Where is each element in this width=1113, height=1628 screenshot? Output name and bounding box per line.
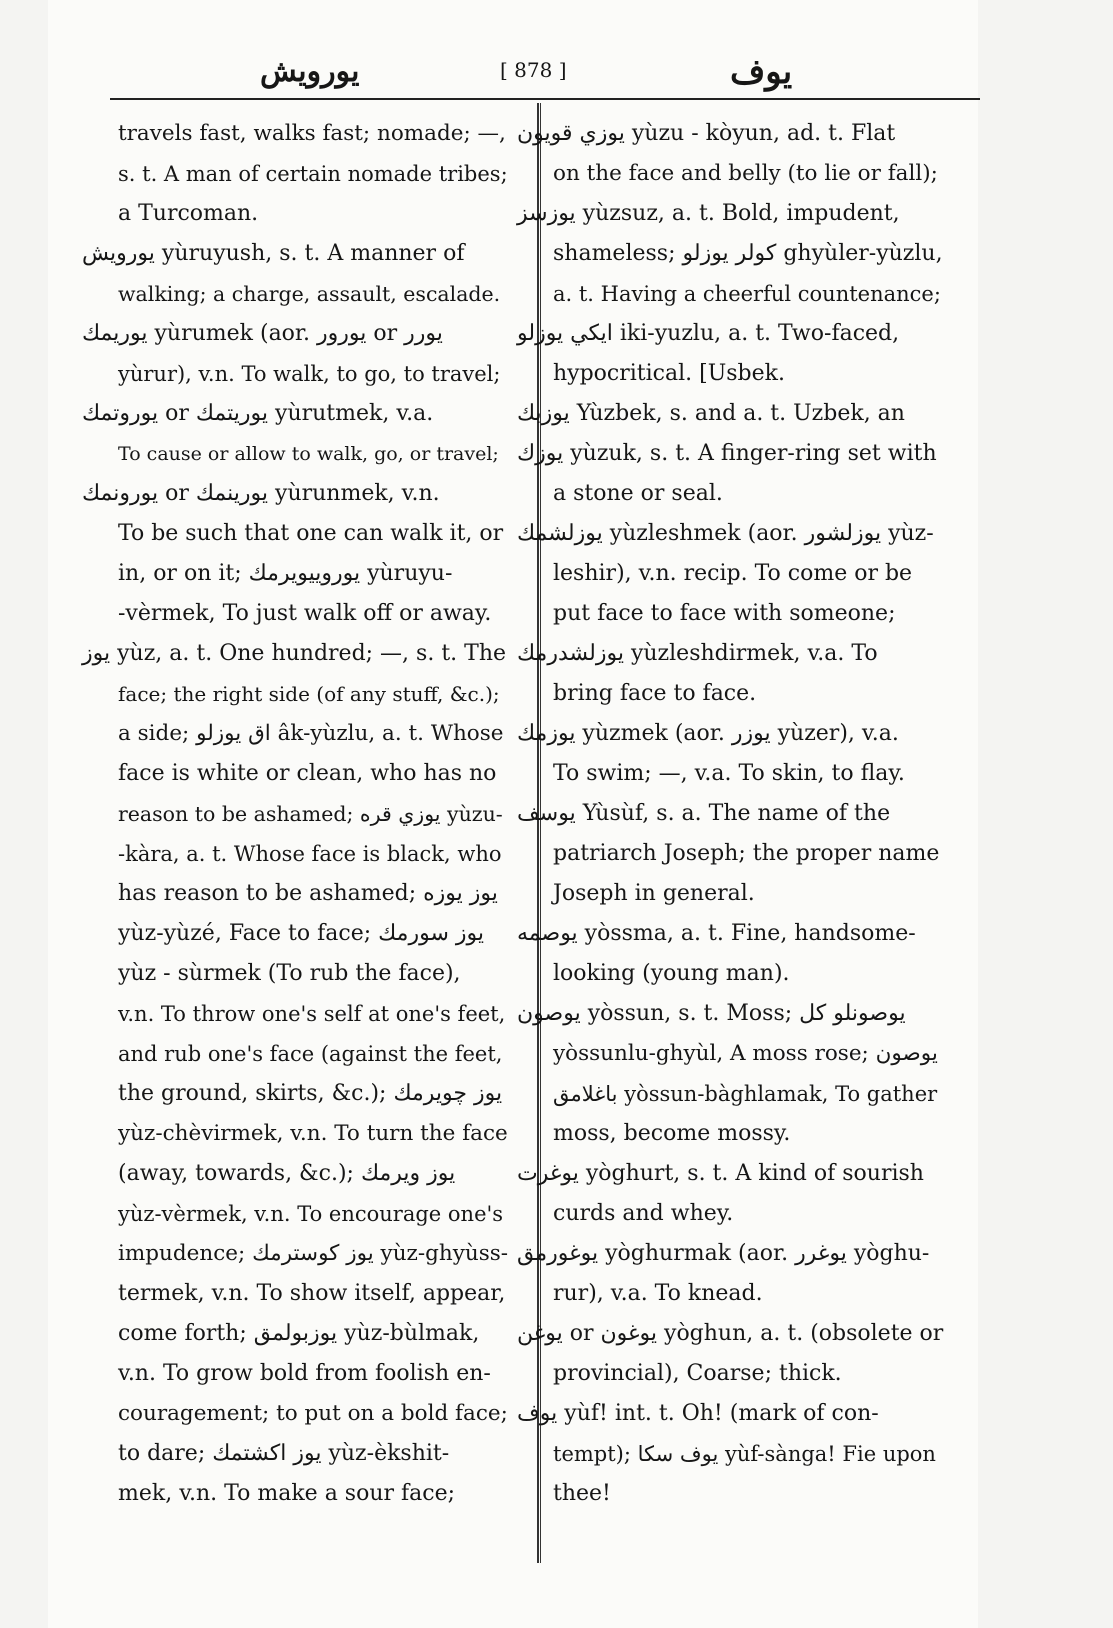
text-line: yùz - sùrmek (To rub the face),: [118, 961, 461, 986]
text-line: s. t. A man of certain nomade tribes;: [118, 162, 508, 186]
text-line: يوغن or يوغون yòghun, a. t. (obsolete or: [517, 1321, 944, 1346]
text-line: يوز yùz, a. t. One hundred; —, s. t. The: [82, 641, 507, 666]
text-line: thee!: [553, 1481, 611, 1506]
text-line: tempt); يوف سكا yùf-sànga! Fie upon: [553, 1442, 936, 1466]
text-line: To be such that one can walk it, or: [118, 521, 504, 546]
text-line: yòssunlu-ghyùl, A moss rose; يوصون: [553, 1041, 938, 1066]
text-line: -vèrmek, To just walk off or away.: [118, 601, 492, 626]
text-line: يورويش yùruyush, s. t. A manner of: [82, 241, 465, 266]
text-line: يوزبك Yùzbek, s. and a. t. Uzbek, an: [517, 401, 905, 426]
text-line: travels fast, walks fast; nomade; —,: [118, 121, 506, 146]
text-line: yùz-chèvirmek, v.n. To turn the face: [118, 1121, 508, 1146]
text-line: come forth; يوزبولمق yùz-bùlmak,: [118, 1321, 480, 1346]
text-line: a side; اق يوزلو âk-yùzlu, a. t. Whose: [118, 721, 504, 746]
text-line: curds and whey.: [553, 1201, 734, 1226]
text-line: To cause or allow to walk, go, or travel;: [118, 443, 499, 465]
text-line: patriarch Joseph; the proper name: [553, 841, 940, 866]
text-line: on the face and belly (to lie or fall);: [553, 161, 938, 186]
right-column: [517, 114, 944, 1514]
text-line: leshir), v.n. recip. To come or be: [553, 561, 913, 586]
text-line: moss, become mossy.: [553, 1121, 791, 1146]
text-line: to dare; يوز اكشتمك yùz-èkshit-: [118, 1441, 450, 1466]
right-running-headword: يوف: [730, 52, 793, 92]
text-line: يوزسز yùzsuz, a. t. Bold, impudent,: [517, 201, 900, 226]
text-line: and rub one's face (against the feet,: [118, 1042, 503, 1066]
text-line: walking; a charge, assault, escalade.: [118, 282, 501, 306]
text-line: -kàra, a. t. Whose face is black, who: [118, 842, 502, 866]
left-running-headword: يورويش: [260, 54, 360, 89]
text-line: yùrur), v.n. To walk, to go, to travel;: [118, 362, 501, 386]
text-line: couragement; to put on a bold face;: [118, 1401, 508, 1426]
text-line: reason to be ashamed; يوزي قره yùzu-: [118, 802, 503, 826]
text-line: in, or on it; يوروييويرمك yùruyu-: [118, 561, 453, 586]
text-line: a Turcoman.: [118, 201, 259, 226]
text-line: a stone or seal.: [553, 481, 723, 506]
header-rule: [110, 98, 980, 100]
text-line: يوروتمك or يوريتمك yùrutmek, v.a.: [82, 401, 434, 426]
text-line: impudence; يوز كوسترمك yùz-ghyùss-: [118, 1241, 509, 1266]
text-line: the ground, skirts, &c.); يوز چويرمك: [118, 1081, 503, 1106]
text-line: termek, v.n. To show itself, appear,: [118, 1281, 506, 1306]
text-line: mek, v.n. To make a sour face;: [118, 1481, 456, 1506]
text-line: yùz-vèrmek, v.n. To encourage one's: [118, 1202, 504, 1226]
text-line: يوزلشدرمك yùzleshdirmek, v.a. To: [517, 641, 878, 666]
page-number: [ 878 ]: [500, 58, 567, 82]
text-line: باغلامق yòssun-bàghlamak, To gather: [553, 1082, 938, 1106]
text-line: يورونمك or يورينمك yùrunmek, v.n.: [82, 481, 440, 506]
text-line: يوغورمق yòghurmak (aor. يوغرر yòghu-: [517, 1241, 930, 1266]
text-line: (away, towards, &c.); يوز ويرمك: [118, 1161, 456, 1186]
text-line: يوزمك yùzmek (aor. يوزر yùzer), v.a.: [517, 721, 899, 746]
text-line: يوزك yùzuk, s. t. A finger-ring set with: [517, 441, 937, 466]
text-line: To swim; —, v.a. To skin, to flay.: [553, 761, 905, 786]
left-column: [82, 114, 509, 1514]
text-line: يوسف Yùsùf, s. a. The name of the: [517, 801, 891, 826]
text-line: hypocritical. [Usbek.: [553, 361, 785, 386]
text-line: put face to face with someone;: [553, 601, 896, 626]
text-line: has reason to be ashamed; يوز يوزه: [118, 881, 498, 906]
text-line: looking (young man).: [553, 961, 790, 986]
text-line: يوزي قويون yùzu - kòyun, ad. t. Flat: [517, 121, 896, 146]
text-line: يوريمك yùrumek (aor. يورور or يورر: [82, 321, 443, 346]
text-line: face is white or clean, who has no: [118, 761, 497, 786]
text-line: v.n. To grow bold from foolish en-: [118, 1361, 491, 1386]
text-line: Joseph in general.: [553, 881, 755, 906]
text-line: يوغرت yòghurt, s. t. A kind of sourish: [517, 1161, 924, 1186]
text-line: rur), v.a. To knead.: [553, 1281, 763, 1306]
text-line: a. t. Having a cheerful countenance;: [553, 282, 941, 306]
text-line: يوصمه yòssma, a. t. Fine, handsome-: [517, 921, 916, 946]
text-line: ايكي يوزلو iki-yuzlu, a. t. Two-faced,: [517, 321, 900, 346]
text-line: provincial), Coarse; thick.: [553, 1361, 842, 1386]
text-line: bring face to face.: [553, 681, 757, 706]
text-line: v.n. To throw one's self at one's feet,: [118, 1002, 506, 1026]
text-line: shameless; كولر يوزلو ghyùler-yùzlu,: [553, 241, 943, 266]
text-line: يوصون yòssun, s. t. Moss; يوصونلو كل: [517, 1001, 906, 1026]
page-header: [110, 48, 980, 98]
text-line: يوزلشمك yùzleshmek (aor. يوزلشور yùz-: [517, 521, 934, 546]
text-line: يوف yùf! int. t. Oh! (mark of con-: [517, 1401, 879, 1426]
text-line: face; the right side (of any stuff, &c.);: [118, 682, 500, 706]
text-line: yùz-yùzé, Face to face; يوز سورمك: [118, 921, 484, 946]
